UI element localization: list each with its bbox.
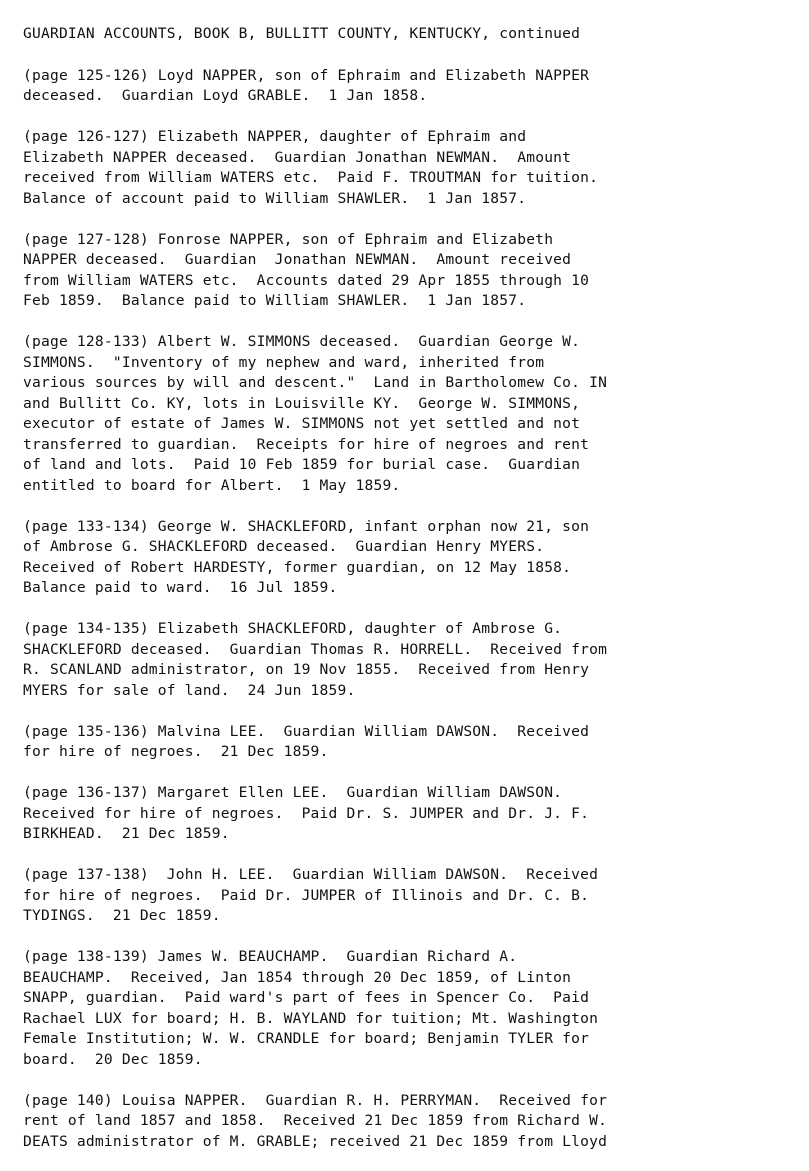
- entry-line: (page 136-137) Margaret Ellen LEE. Guardian William DAWSON.: [23, 784, 563, 801]
- entry-line: of land and lots. Paid 10 Feb 1859 for burial case. Guardian: [23, 456, 581, 473]
- entry-line: TYDINGS. 21 Dec 1859.: [23, 907, 221, 924]
- entry-line: deceased. Guardian Loyd GRABLE. 1 Jan 1858.: [23, 87, 428, 104]
- entry-line: Female Institution; W. W. CRANDLE for board; Benjamin TYLER for: [23, 1030, 590, 1047]
- entry-line: for hire of negroes. Paid Dr. JUMPER of Illinois and Dr. C. B.: [23, 886, 590, 904]
- guardian-entry: [23, 865, 799, 927]
- entry-line: SNAPP, guardian. Paid ward's part of fees in Spencer Co. Paid: [23, 989, 590, 1006]
- guardian-entry: [23, 127, 799, 209]
- entry-line: (page 137-138) John H. LEE. Guardian William DAWSON. Received: [23, 866, 599, 883]
- entry-line: (page 138-139) James W. BEAUCHAMP. Guardian Richard A.: [23, 948, 518, 965]
- entry-line: Balance paid to ward. 16 Jul 1859.: [23, 579, 338, 596]
- entry-line: for hire of negroes. 21 Dec 1859.: [23, 743, 329, 760]
- entry-line: Received for hire of negroes. Paid Dr. S. JUMPER and Dr. J. F.: [23, 804, 590, 822]
- entry-line: various sources by will and descent." Land in Bartholomew Co. IN: [23, 374, 608, 391]
- entry-line: Feb 1859. Balance paid to William SHAWLER. 1 Jan 1857.: [23, 292, 527, 309]
- entry-line: BEAUCHAMP. Received, Jan 1854 through 20 Dec 1859, of Linton: [23, 968, 572, 986]
- guardian-entry: [23, 619, 799, 701]
- document-header: GUARDIAN ACCOUNTS, BOOK B, BULLITT COUNTY, KENTUCKY, continued: [23, 25, 581, 42]
- entry-line: Elizabeth NAPPER deceased. Guardian Jonathan NEWMAN. Amount: [23, 148, 572, 166]
- entry-line: BIRKHEAD. 21 Dec 1859.: [23, 825, 230, 842]
- entry-line: transferred to guardian. Receipts for hire of negroes and rent: [23, 435, 590, 453]
- entry-line: (page 134-135) Elizabeth SHACKLEFORD, daughter of Ambrose G.: [23, 620, 563, 637]
- guardian-entry: [23, 230, 799, 312]
- entry-line: rent of land 1857 and 1858. Received 21 Dec 1859 from Richard W.: [23, 1112, 608, 1129]
- entry-line: (page 127-128) Fonrose NAPPER, son of Ephraim and Elizabeth: [23, 230, 554, 248]
- entry-line: NAPPER deceased. Guardian Jonathan NEWMAN. Amount received: [23, 251, 572, 268]
- entry-line: and Bullitt Co. KY, lots in Louisville KY. George W. SIMMONS,: [23, 394, 581, 412]
- entry-line: Rachael LUX for board; H. B. WAYLAND for tuition; Mt. Washington: [23, 1009, 599, 1027]
- entry-line: of Ambrose G. SHACKLEFORD deceased. Guardian Henry MYERS.: [23, 538, 545, 555]
- guardian-entry: [23, 332, 799, 496]
- guardian-entry: [23, 517, 799, 599]
- entry-line: R. SCANLAND administrator, on 19 Nov 1855. Received from Henry: [23, 661, 590, 678]
- guardian-entry: [23, 1091, 799, 1153]
- entry-line: Balance of account paid to William SHAWLER. 1 Jan 1857.: [23, 189, 527, 207]
- entry-line: (page 128-133) Albert W. SIMMONS deceased. Guardian George W.: [23, 333, 581, 350]
- entry-line: (page 135-136) Malvina LEE. Guardian William DAWSON. Received: [23, 722, 590, 740]
- entry-line: SIMMONS. "Inventory of my nephew and ward, inherited from: [23, 353, 545, 371]
- entry-line: (page 133-134) George W. SHACKLEFORD, infant orphan now 21, son: [23, 517, 590, 535]
- guardian-entry: [23, 783, 799, 845]
- guardian-entry: [23, 66, 799, 107]
- entry-line: board. 20 Dec 1859.: [23, 1050, 203, 1068]
- entries-list: [23, 66, 799, 1153]
- entry-line: DEATS administrator of M. GRABLE; received 21 Dec 1859 from Lloyd: [23, 1132, 608, 1150]
- entry-line: SHACKLEFORD deceased. Guardian Thomas R. HORRELL. Received from: [23, 640, 608, 658]
- entry-line: executor of estate of James W. SIMMONS not yet settled and not: [23, 415, 581, 432]
- guardian-entry: [23, 947, 799, 1070]
- entry-line: (page 126-127) Elizabeth NAPPER, daughter of Ephraim and: [23, 128, 527, 145]
- entry-line: from William WATERS etc. Accounts dated 29 Apr 1855 through 10: [23, 271, 590, 289]
- entry-line: MYERS for sale of land. 24 Jun 1859.: [23, 681, 356, 699]
- entry-line: (page 125-126) Loyd NAPPER, son of Ephraim and Elizabeth NAPPER: [23, 66, 590, 84]
- entry-line: (page 140) Louisa NAPPER. Guardian R. H. PERRYMAN. Received for: [23, 1091, 608, 1109]
- entry-line: Received of Robert HARDESTY, former guardian, on 12 May 1858.: [23, 558, 572, 576]
- guardian-entry: [23, 722, 799, 763]
- entry-line: entitled to board for Albert. 1 May 1859.: [23, 476, 401, 494]
- entry-line: received from William WATERS etc. Paid F. TROUTMAN for tuition.: [23, 169, 599, 186]
